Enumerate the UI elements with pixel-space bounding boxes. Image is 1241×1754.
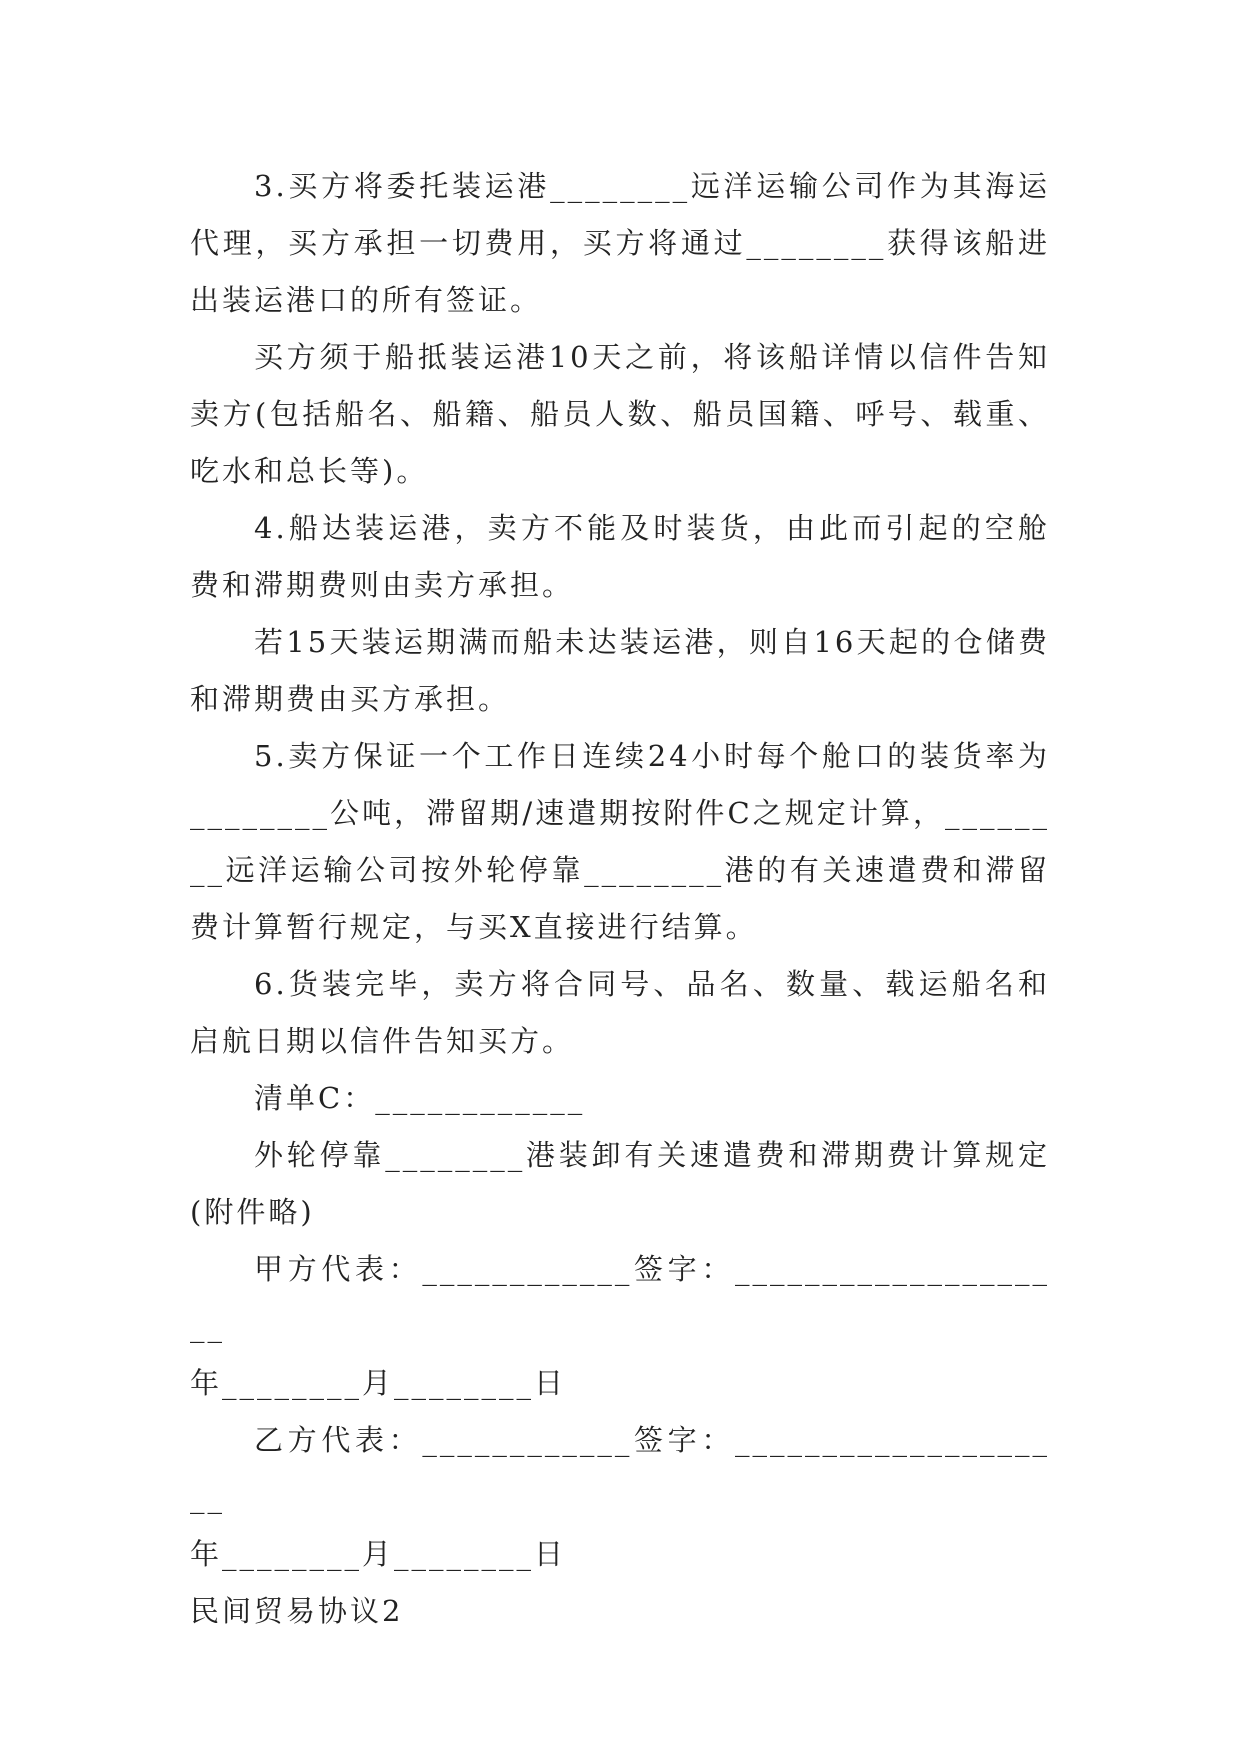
party-b-signature-line: 乙方代表：____________签字：____________________	[190, 1423, 1050, 1514]
party-b-date-line: 年________月________日	[190, 1537, 567, 1571]
next-document-title: 民间贸易协议2	[190, 1594, 404, 1628]
paragraph-clause-6: 6.货装完毕，卖方将合同号、品名、数量、载运船名和启航日期以信件告知买方。	[190, 967, 1050, 1058]
paragraph-storage-fees: 若15天装运期满而船未达装运港，则自16天起的仓储费和滞期费由买方承担。	[190, 625, 1050, 716]
paragraph-clause-3: 3.买方将委托装运港________远洋运输公司作为其海运代理，买方承担一切费用，买方将通过________获得该船进出装运港口的所有签证。	[190, 169, 1050, 317]
party-a-signature-line: 甲方代表：____________签字：____________________	[190, 1252, 1050, 1343]
paragraph-appendix: 外轮停靠________港装卸有关速遣费和滞期费计算规定(附件略)	[190, 1138, 1050, 1229]
paragraph-list-c: 清单C：____________	[254, 1081, 586, 1115]
document-page	[190, 158, 1050, 1640]
party-a-date-line: 年________月________日	[190, 1366, 567, 1400]
paragraph-clause-4: 4.船达装运港，卖方不能及时装货，由此而引起的空舱费和滞期费则由卖方承担。	[190, 511, 1050, 602]
paragraph-clause-5: 5.卖方保证一个工作日连续24小时每个舱口的装货率为________公吨，滞留期/速遣期按附件C之规定计算，________远洋运输公司按外轮停靠________港的有关速遣费和滞留费计算暂行规定，与买X直接进行结算。	[190, 739, 1050, 944]
paragraph-ship-details: 买方须于船抵装运港10天之前，将该船详情以信件告知卖方(包括船名、船籍、船员人数、船员国籍、呼号、载重、吃水和总长等)。	[190, 340, 1050, 488]
